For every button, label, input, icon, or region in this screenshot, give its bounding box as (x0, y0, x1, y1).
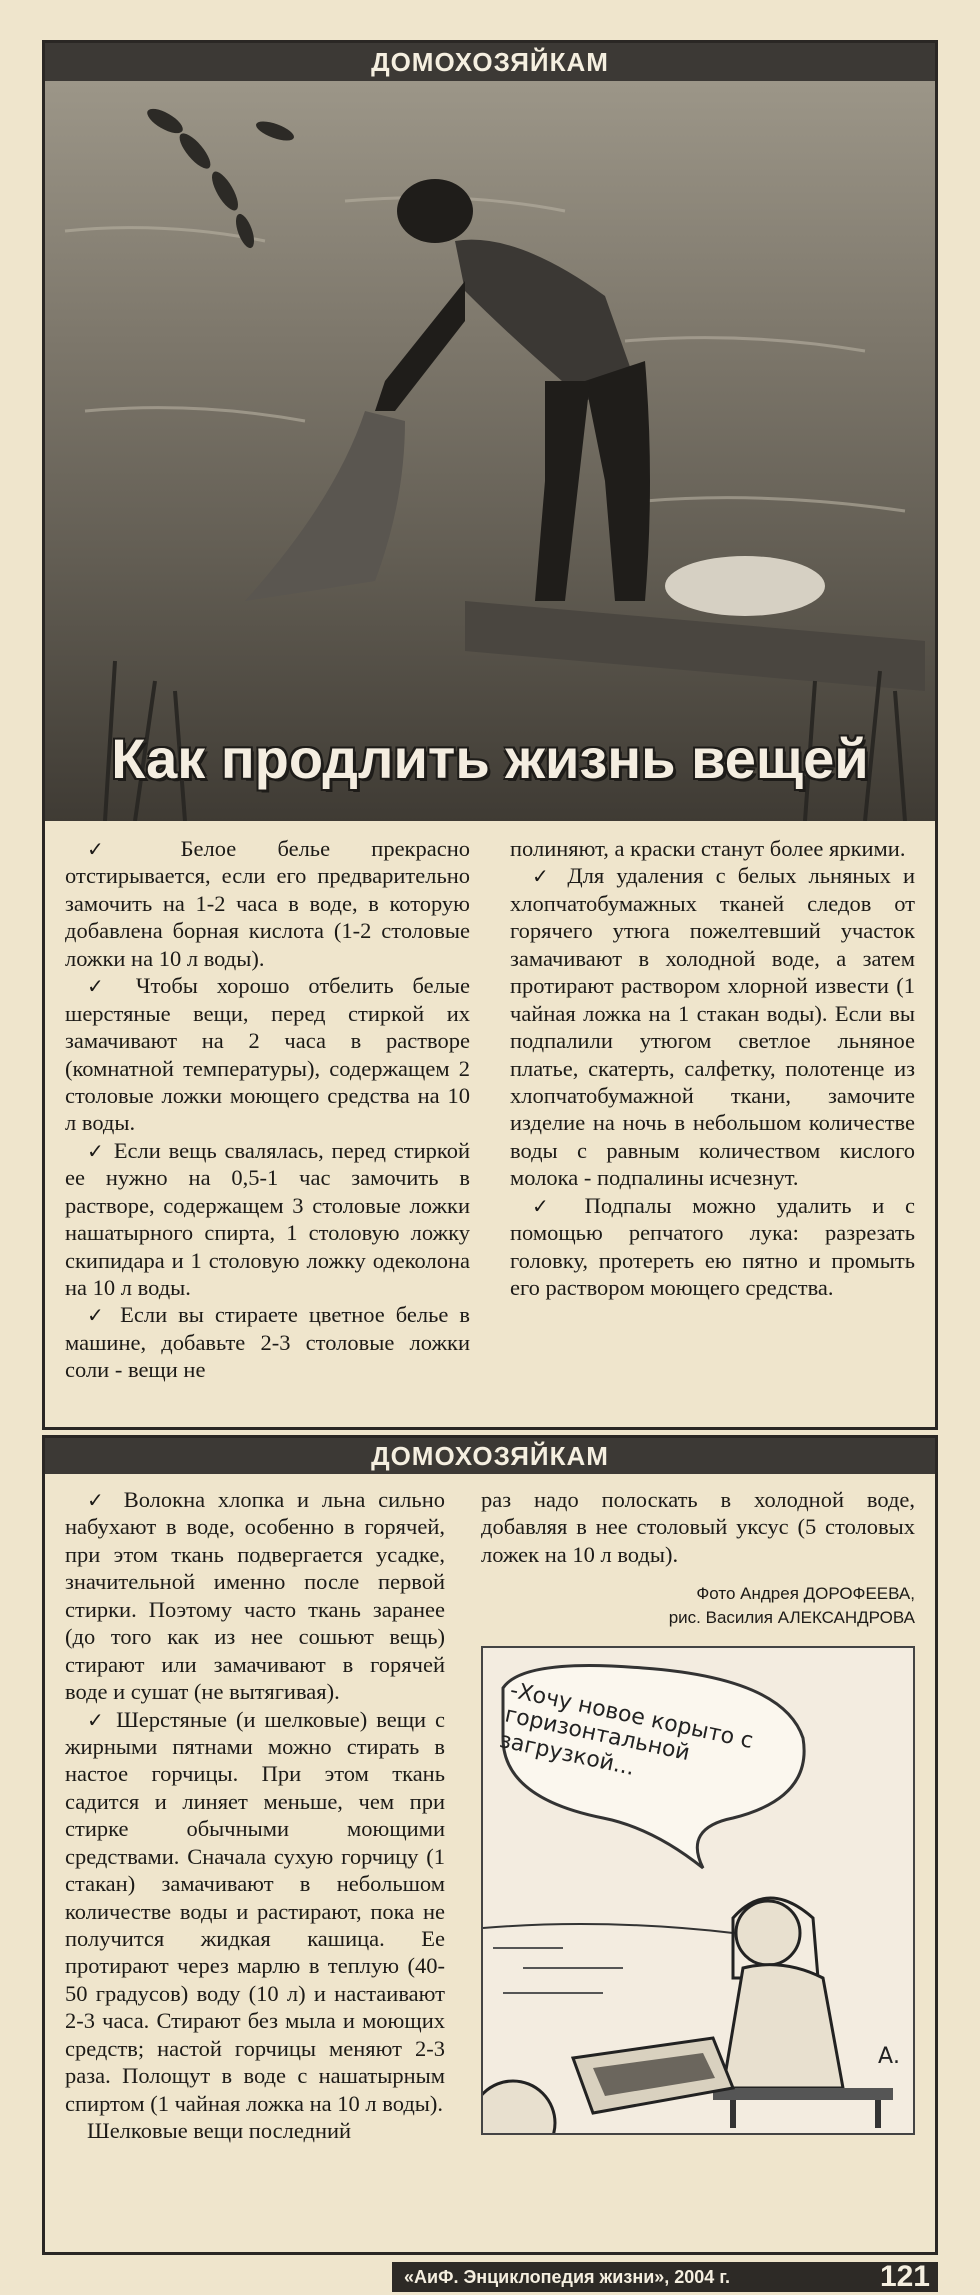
credits (481, 1582, 915, 1630)
paragraph (510, 1192, 915, 1302)
illustration-credit: рис. Василия АЛЕКСАНДРОВА (668, 1608, 915, 1628)
paragraph-continuation: раз надо полоскать в холодной воде, добавляя в нее столовый уксус (5 столовых ложек на 10 л воды). (481, 1487, 915, 1567)
check-icon: ✓ (87, 1138, 106, 1163)
paragraph (65, 1486, 445, 1706)
paragraph-text: Шерстяные (и шелковые) вещи с жирными пятнами можно стирать в настое горчицы. При этом ткань садится и линяет меньше, чем при стирке обычными моющими средствами. Сначала сухую горчицу (1 стакан) замачивают в небольшом количестве воды и растирают, пока не получится жидкая кашица. Ее протирают через марлю в теплую (40-50 градусов) воду (10 л) и настаивают 2-3 часа. Стирают без мыла и моющих средств; настой горчицы меняют 2-3 раза. Полощут в воде с нашатырным спиртом (1 чайная ложка на 10 л воды). (65, 1706, 446, 2116)
article-columns (45, 821, 935, 1431)
page-footer (392, 2262, 938, 2292)
section-header: ДОМОХОЗЯЙКАМ (45, 1438, 935, 1474)
paragraph-text: Чтобы хорошо отбелить белые шерстяные вещи, перед стиркой их замачивают на 2 часа в растворе (комнатной температуры), содержащем 2 столовые ложки моющего средства на 10 л воды. (65, 973, 470, 1136)
article-columns (45, 1474, 935, 2145)
check-icon: ✓ (87, 1303, 110, 1328)
paragraph (65, 1137, 470, 1302)
paragraph-text: Волокна хлопка и льна сильно набухают в воде, особенно в горячей, при этом ткань подвергается усадке, значительной именно после первой стирки. Поэтому часто ткань заранее (до того как из нее сошьют вещь) стирают или замачивают в горячей воде и сушат (не вытягивая). (65, 1487, 445, 1705)
paragraph (65, 1301, 470, 1383)
check-icon: ✓ (87, 1707, 108, 1732)
paragraph (65, 972, 470, 1137)
paragraph: Шелковые вещи последний (87, 2118, 352, 2144)
column-right (481, 1486, 915, 2145)
column-right (510, 835, 915, 1431)
publication-name: «АиФ. Энциклопедия жизни», 2004 г. (404, 2266, 731, 2287)
page-number: 121 (879, 2260, 930, 2293)
check-icon: ✓ (87, 837, 140, 861)
column-left (65, 1486, 445, 2145)
paragraph-text: Подпалы можно удалить и с помощью репчатого лука: разрезать головку, протереть ею пятно и промыть его раствором моющего средства. (510, 1192, 915, 1300)
artist-signature: А. (878, 2043, 901, 2069)
check-icon: ✓ (87, 974, 118, 999)
paragraph-text: Для удаления с белых льняных и хлопчатобумажных тканей следов от горячего утюга пожелтевший участок замачивают в холодной воде, а затем протирают раствором хлорной извести (1 чайная ложка на 1 стакан воды). Если вы подпалили утюгом светлое льняное платье, скатерть, салфетку, полотенце из хлопчатобумажной ткани, замочите изделие на ночь в небольшом количестве воды с равным количеством кислого молока - подпалины исчезнут. (510, 863, 915, 1191)
article-section-1 (42, 40, 938, 1430)
article-section-2 (42, 1435, 938, 2255)
paragraph (65, 1706, 445, 2118)
check-icon: ✓ (532, 1193, 564, 1218)
section-header: ДОМОХОЗЯЙКАМ (45, 43, 935, 81)
cartoon-illustration (481, 1646, 915, 2135)
paragraph-text: Белое белье прекрасно отстирывается, если его предварительно замочить на 1-2 часа в воде, в которую добавлена борная кислота (1-2 столовые ложки на 10 л воды). (65, 836, 470, 971)
photo-credit: Фото Андрея ДОРОФЕЕВА, (696, 1584, 915, 1604)
speech-bubble-text: -Хочу новое корыто с горизонтальной загрузкой... (497, 1677, 756, 1781)
paragraph-continuation: полиняют, а краски станут более яркими. (510, 836, 906, 861)
paragraph-text: Если вы стираете цветное белье в машине, добавьте 2-3 столовые ложки соли - вещи не (65, 1302, 471, 1383)
paragraph (510, 862, 915, 1191)
article-title: Как продлить жизнь вещей (111, 727, 869, 790)
paragraph-text: Если вещь свалялась, перед стиркой ее нужно на 0,5-1 час замочить в растворе, содержащем 3 столовые ложки нашатырного спирта, 1 столовую ложку скипидара и 1 столовую ложку одеколона на 10 л воды. (65, 1137, 470, 1300)
photo-illustration (45, 81, 935, 821)
article-photo (45, 81, 935, 821)
paragraph (65, 835, 470, 972)
column-left (65, 835, 470, 1431)
check-icon: ✓ (87, 1488, 111, 1512)
check-icon: ✓ (532, 864, 556, 889)
